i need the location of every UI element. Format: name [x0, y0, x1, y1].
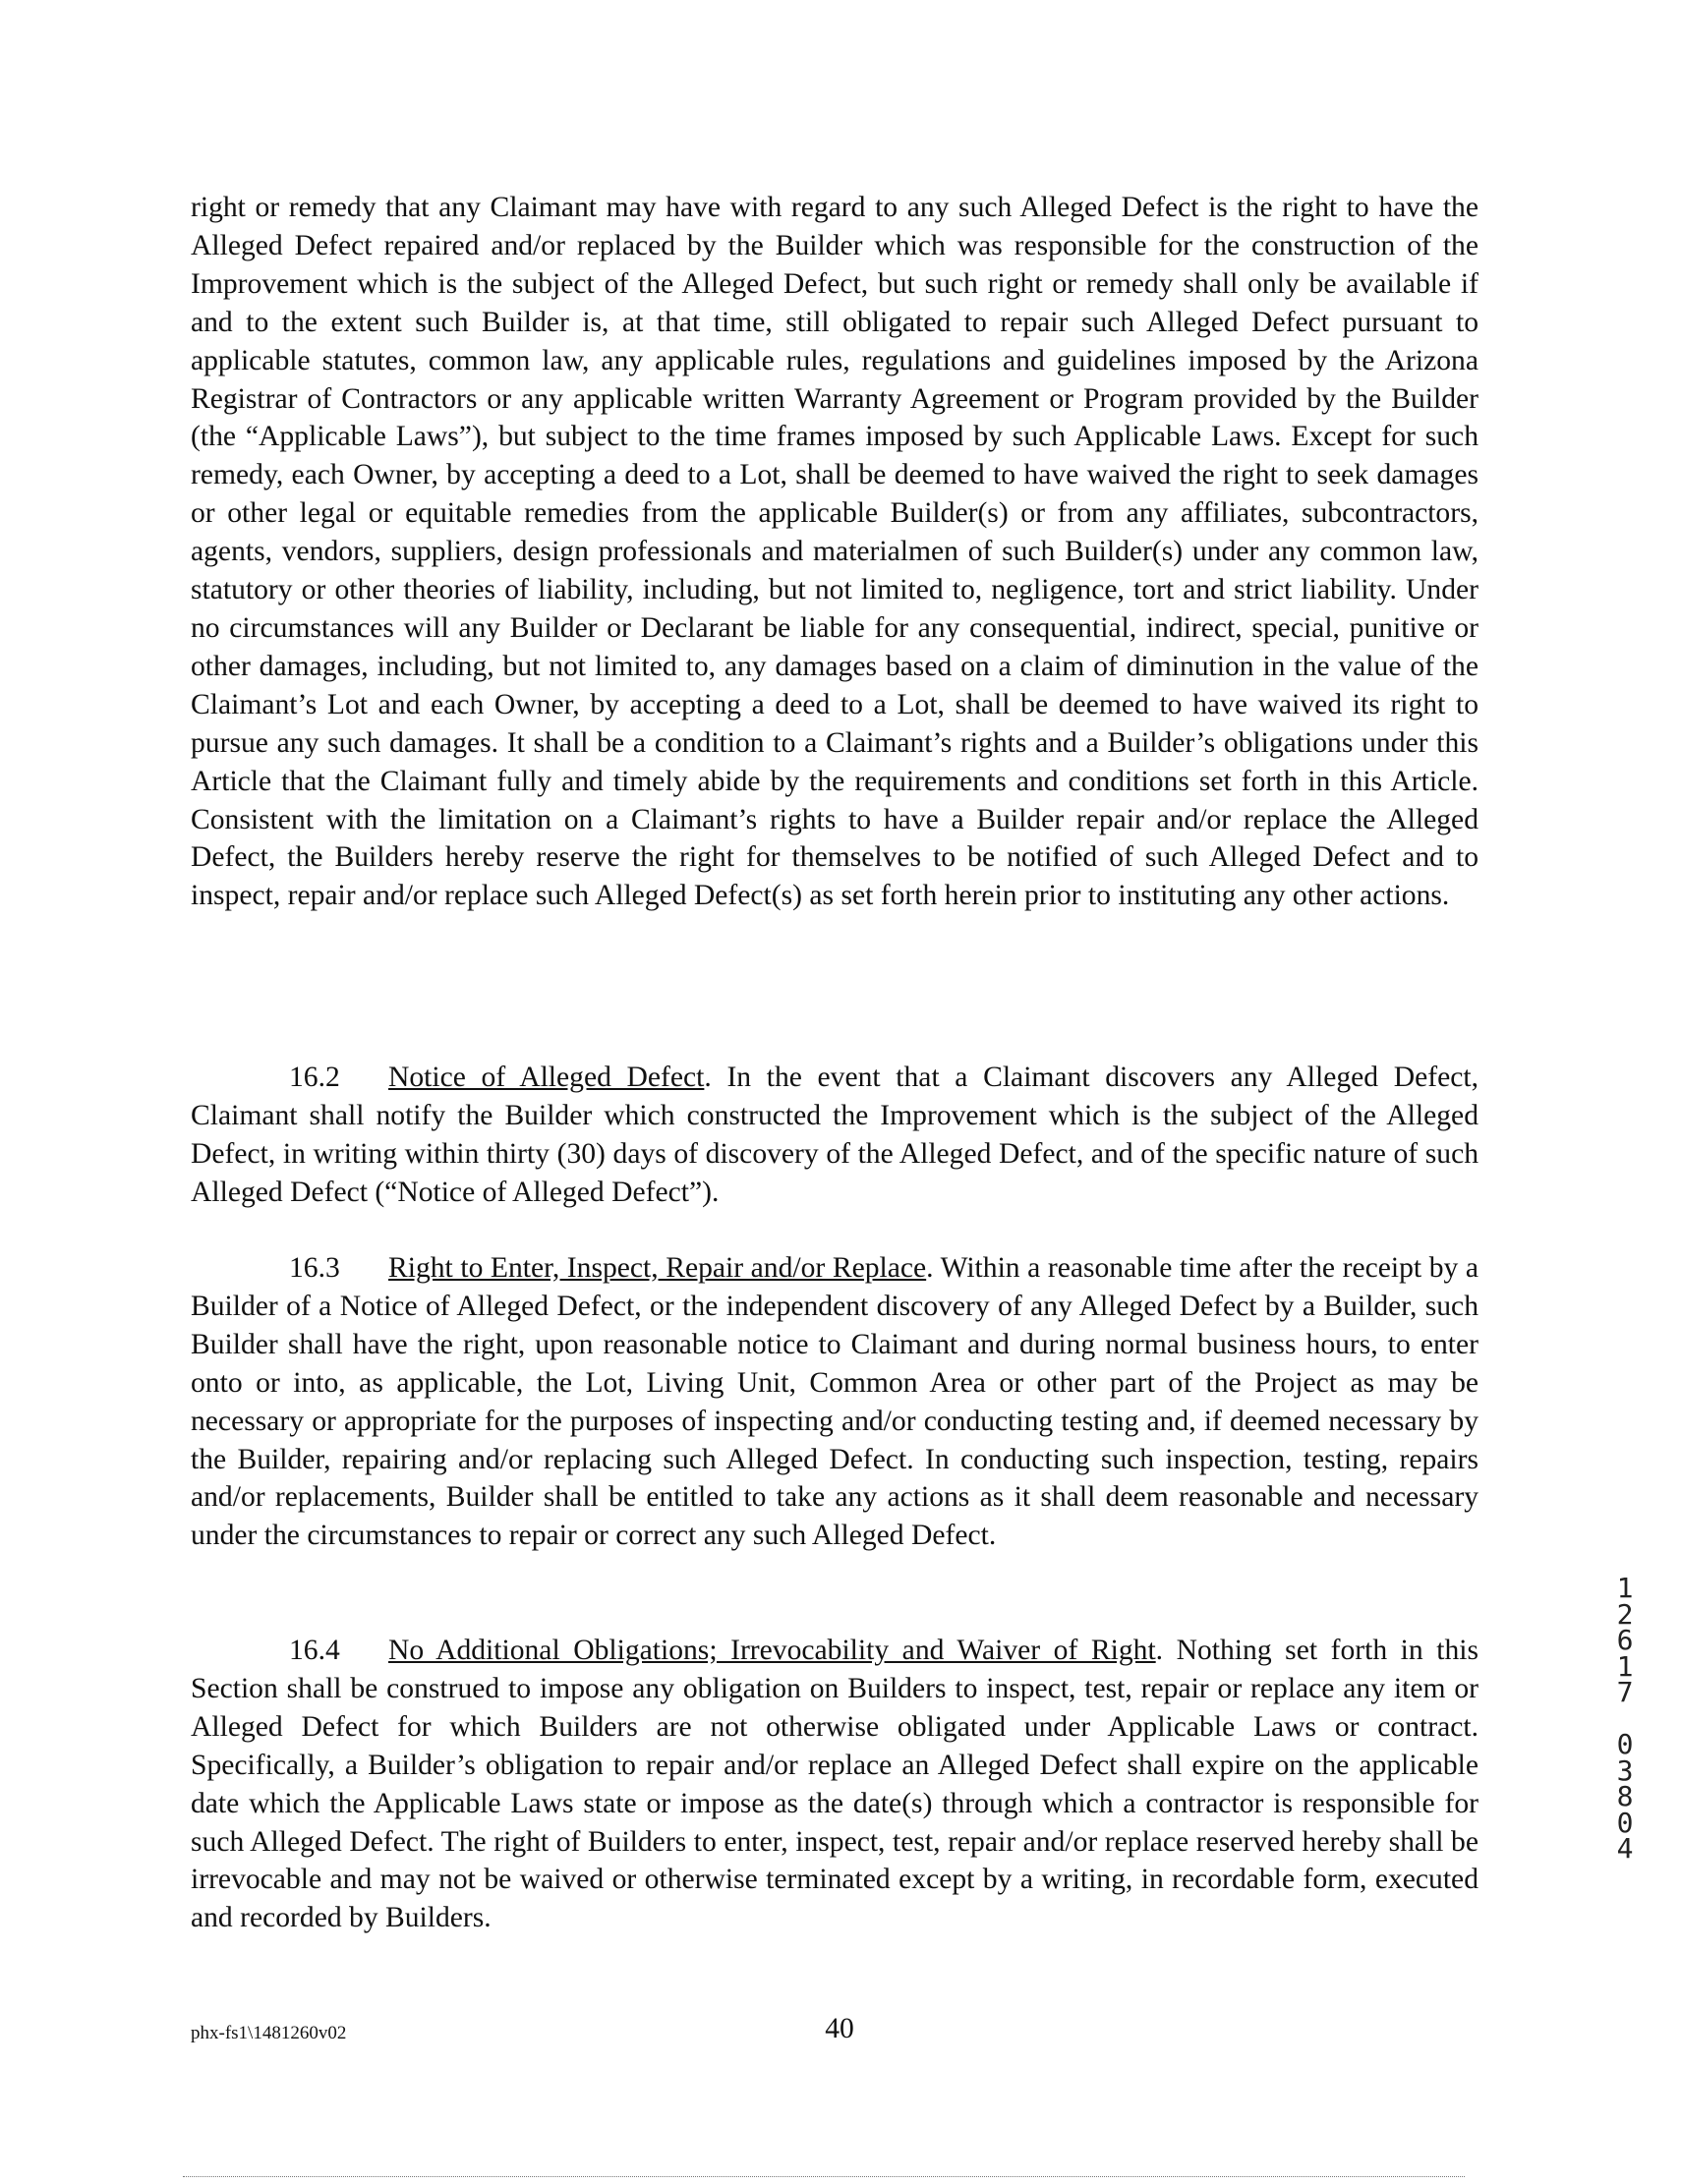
stamp-char: 1 [1616, 1572, 1634, 1604]
section-16-3 [191, 1249, 1478, 1555]
footer-document-id: phx-fs1\1481260v02 [191, 2023, 347, 2043]
section-text: . In the event that a Claimant discovers any Alleged Defect, Claimant shall notify the Builder which constructed the Improvement which is the subject of the Alleged Defect, in writing within thirty (30) days of discovery of the Alleged Defect, and of the specific nature of such Alleged Defect (“Notice of Alleged Defect”). [191, 1062, 1478, 1208]
stamp-char: 1 [1616, 1649, 1634, 1683]
stamp-char: 8 [1616, 1780, 1634, 1812]
section-title: No Additional Obligations; Irrevocability and Waiver of Right [388, 1635, 1156, 1666]
section-number: 16.2 [289, 1062, 340, 1093]
section-16-2 [191, 1059, 1478, 1212]
section-text: . Nothing set forth in this Section shall be construed to impose any obligation on Builders to inspect, test, repair or replace any item or Alleged Defect for which Builders are not otherwise obligated under Applicable Laws or contract. Specifically, a Builder’s obligation to repair and/or replace an Alleged Defect shall expire on the applicable date which the Applicable Laws state or impose as the date(s) through which a contractor is responsible for such Alleged Defect. The right of Builders to enter, inspect, test, repair and/or replace reserved hereby shall be irrevocable and may not be waived or otherwise terminated except by a writing, in recordable form, executed and recorded by Builders. [191, 1635, 1478, 1934]
section-16-4 [191, 1632, 1478, 1937]
stamp-char: 7 [1616, 1676, 1634, 1708]
section-title: Right to Enter, Inspect, Repair and/or Replace [388, 1252, 927, 1284]
paragraph-continuation: right or remedy that any Claimant may have with regard to any such Alleged Defect is the right to have the Alleged Defect repaired and/or replaced by the Builder which was responsible for the construction of the Improvement which is the subject of the Alleged Defect, but such right or remedy shall only be available if and to the extent such Builder is, at that time, still obligated to repair such Alleged Defect pursuant to applicable statutes, common law, any applicable rules, regulations and guidelines imposed by the Arizona Registrar of Contractors or any applicable written Warranty Agreement or Program provided by the Builder (the “Applicable Laws”), but subject to the time frames imposed by such Applicable Laws. Except for such remedy, each Owner, by accepting a deed to a Lot, shall be deemed to have waived the right to seek damages or other legal or equitable remedies from the applicable Builder(s) or from any affiliates, subcontractors, agents, vendors, suppliers, design professionals and materialmen of such Builder(s) under any common law, statutory or other theories of liability, including, but not limited to, negligence, tort and strict liability. Under no circumstances will any Builder or Declarant be liable for any consequential, indirect, special, punitive or other damages, including, but not limited to, any damages based on a claim of diminution in the value of the Claimant’s Lot and each Owner, by accepting a deed to a Lot, shall be deemed to have waived its right to pursue any such damages. It shall be a condition to a Claimant’s rights and a Builder’s obligations under this Article that the Claimant fully and timely abide by the requirements and conditions set forth in this Article. Consistent with the limitation on a Claimant’s rights to have a Builder repair and/or replace the Alleged Defect, the Builders hereby reserve the right for themselves to be notified of such Alleged Defect and to inspect, repair and/or replace such Alleged Defect(s) as set forth herein prior to instituting any other actions. [191, 192, 1478, 912]
stamp-char: 0 [1616, 1728, 1634, 1760]
stamp-char: 3 [1616, 1753, 1634, 1787]
section-title: Notice of Alleged Defect [388, 1062, 705, 1093]
stamp-char: 4 [1616, 1832, 1634, 1865]
stamp-char: 2 [1616, 1597, 1634, 1631]
stamp-char: 6 [1616, 1624, 1634, 1656]
stamp-char: 0 [1616, 1806, 1634, 1839]
section-number: 16.3 [289, 1252, 340, 1284]
recording-stamp [1610, 1572, 1640, 1865]
page-number: 40 [825, 2013, 854, 2044]
scan-edge-divider [183, 2176, 1465, 2177]
section-number: 16.4 [289, 1635, 340, 1666]
section-text: . Within a reasonable time after the receipt by a Builder of a Notice of Alleged Defect, or the independent discovery of any Alleged Defect by a Builder, such Builder shall have the right, upon reasonable notice to Claimant and during normal business hours, to enter onto or into, as applicable, the Lot, Living Unit, Common Area or other part of the Project as may be necessary or appropriate for the purposes of inspecting and/or conducting testing and, if deemed necessary by the Builder, repairing and/or replacing such Alleged Defect. In conducting such inspection, testing, repairs and/or replacements, Builder shall be entitled to take any actions as it shall deem reasonable and necessary under the circumstances to repair or correct any such Alleged Defect. [191, 1252, 1478, 1552]
